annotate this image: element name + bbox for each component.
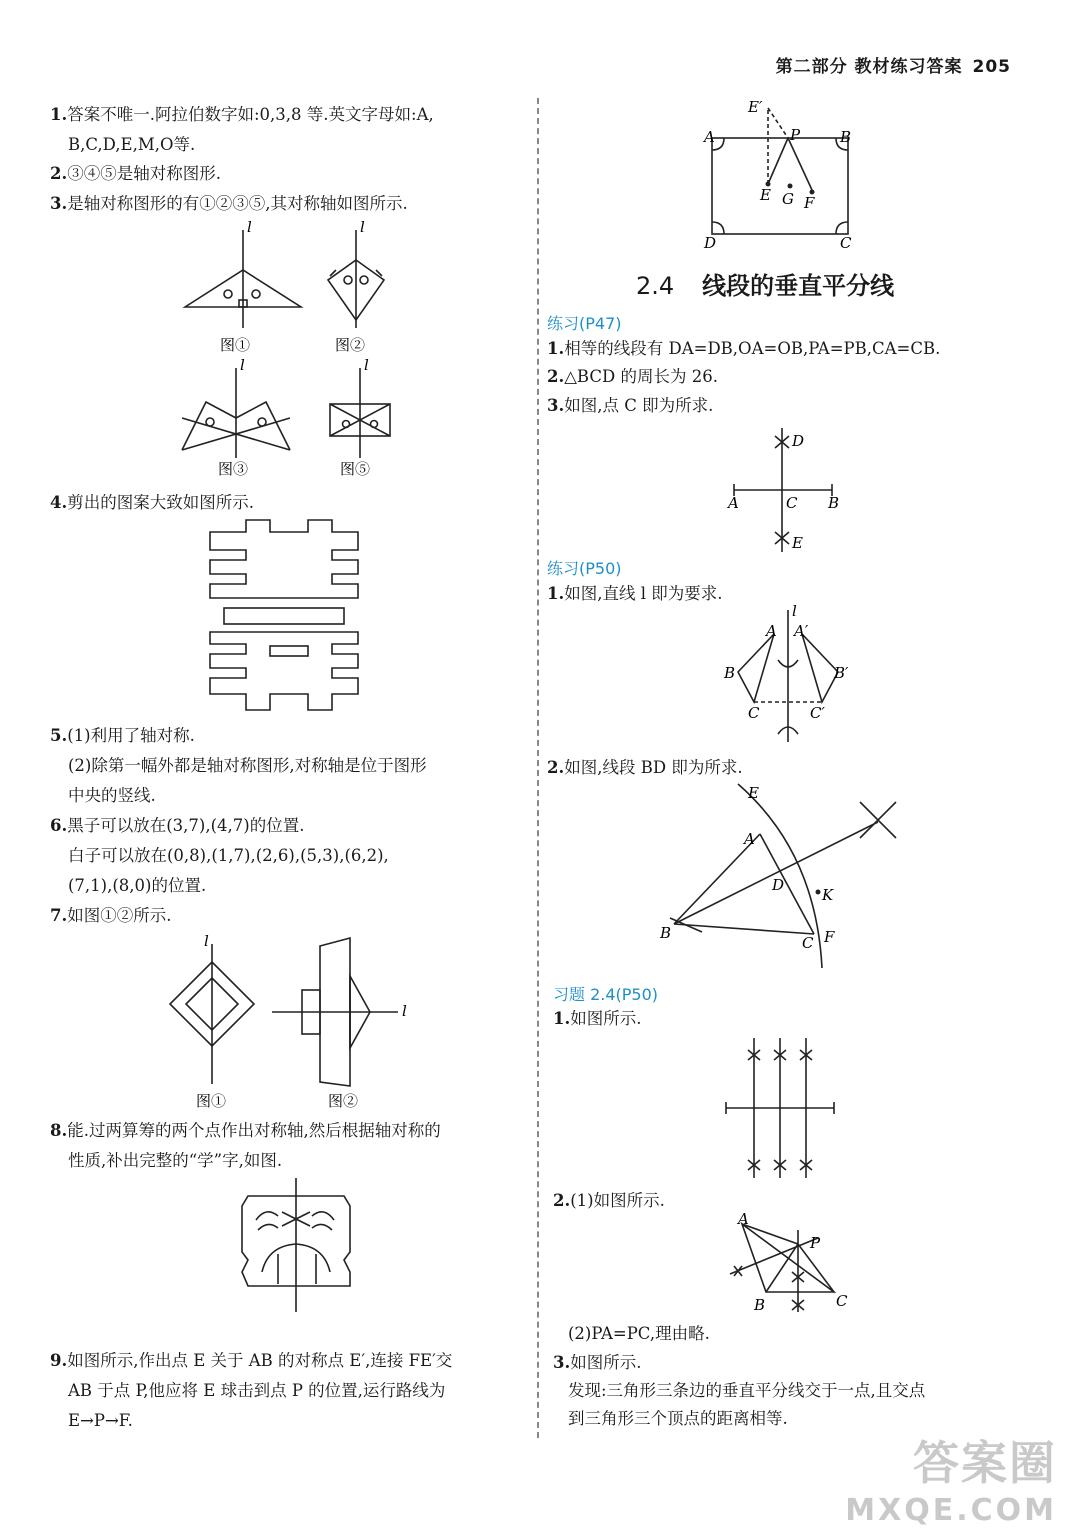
fig7-caption-1: 图①: [196, 1092, 227, 1110]
svg-text:B′: B′: [834, 664, 849, 682]
svg-text:E: E: [748, 784, 759, 802]
svg-text:A′: A′: [794, 622, 809, 640]
svg-text:C: C: [748, 704, 760, 722]
svg-text:l: l: [240, 356, 245, 374]
q7-figures: [160, 932, 420, 1114]
q3-figures-3-5: [170, 356, 410, 482]
p47-answer-1: 1.相等的线段有 DA=DB,OA=OB,PA=PB,CA=CB.: [547, 339, 941, 358]
svg-text:l: l: [204, 932, 209, 950]
hw-answer-3: 3.如图所示.: [553, 1353, 642, 1372]
answer-5-line1: 5.(1)利用了轴对称.: [50, 726, 195, 745]
p50-figure-1: [716, 602, 866, 746]
column-divider: [537, 98, 539, 1438]
homework-heading: 习题 2.4(P50): [553, 985, 659, 1004]
paper-cut-figure: [208, 518, 368, 716]
hw-figure-1: [722, 1034, 838, 1182]
svg-text:l: l: [792, 602, 797, 620]
svg-text:C: C: [786, 494, 798, 512]
svg-text:l: l: [364, 356, 369, 374]
hw-answer-1: 1.如图所示.: [553, 1009, 642, 1028]
svg-text:B: B: [660, 924, 672, 942]
answer-7: 7.如图①②所示.: [50, 906, 172, 925]
hw-answer-3-line3: 到三角形三个顶点的距离相等.: [568, 1409, 788, 1428]
fig-caption-3: 图③: [218, 460, 249, 478]
header-section: 第二部分 教材练习答案: [775, 57, 963, 77]
fig-caption-2: 图②: [335, 336, 366, 354]
svg-text:D: D: [772, 876, 785, 894]
page-header: [776, 52, 1011, 77]
svg-text:C: C: [840, 234, 852, 252]
p50-answer-2: 2.如图,线段 BD 即为所求.: [547, 758, 743, 777]
svg-text:F: F: [804, 194, 815, 212]
watermark: 答案圈 MXQE.COM: [845, 1436, 1057, 1528]
svg-text:E: E: [760, 186, 771, 204]
svg-text:l: l: [360, 218, 365, 236]
svg-text:P: P: [810, 1234, 821, 1252]
answer-9-line3: E→P→F.: [68, 1411, 133, 1430]
svg-text:G: G: [782, 190, 794, 208]
p50-answer-1: 1.如图,直线 l 即为要求.: [547, 584, 723, 603]
answer-6-line2: 白子可以放在(0,8),(1,7),(2,6),(5,3),(6,2),: [68, 846, 389, 865]
hw-answer-2-line1: 2.(1)如图所示.: [553, 1191, 665, 1210]
svg-text:D: D: [792, 432, 805, 450]
xue-character-figure: [238, 1176, 362, 1316]
svg-text:C: C: [802, 934, 814, 952]
svg-text:K: K: [822, 886, 834, 904]
answer-9-line1: 9.如图所示,作出点 E 关于 AB 的对称点 E′,连接 FE′交: [50, 1351, 453, 1370]
exercise-p47-heading: 练习(P47): [547, 314, 622, 333]
answer-8-line2: 性质,补出完整的“学”字,如图.: [68, 1151, 283, 1170]
p50-figure-2: [656, 782, 906, 972]
svg-text:E′: E′: [748, 98, 763, 116]
answer-5-line3: 中央的竖线.: [68, 786, 156, 805]
svg-text:l: l: [402, 1002, 407, 1020]
svg-text:B: B: [840, 128, 852, 146]
section-title: 2.4 线段的垂直平分线: [636, 272, 895, 300]
answer-5-line2: (2)除第一幅外都是轴对称图形,对称轴是位于图形: [68, 756, 427, 775]
p47-answer-3: 3.如图,点 C 即为所求.: [547, 396, 714, 415]
hw-figure-2: [726, 1210, 856, 1316]
svg-text:A: A: [744, 830, 755, 848]
p47-answer-2: 2.△BCD 的周长为 26.: [547, 367, 718, 386]
svg-text:l: l: [247, 218, 252, 236]
svg-text:C: C: [836, 1292, 848, 1310]
answer-3: 3.是轴对称图形的有①②③⑤,其对称轴如图所示.: [50, 194, 408, 213]
exercise-p50-heading: 练习(P50): [547, 559, 622, 578]
page-number: 205: [972, 57, 1011, 77]
hw-answer-2-line2: (2)PA=PC,理由略.: [568, 1324, 710, 1343]
billiard-figure: [700, 98, 860, 252]
svg-text:B: B: [724, 664, 736, 682]
fig7-caption-2: 图②: [328, 1092, 359, 1110]
answer-1-line2: B,C,D,E,M,O等.: [68, 135, 196, 154]
svg-text:B: B: [754, 1296, 766, 1314]
svg-text:P: P: [790, 126, 801, 144]
answer-9-line2: AB 于点 P,他应将 E 球击到点 P 的位置,运行路线为: [68, 1381, 446, 1400]
hw-answer-3-line2: 发现:三角形三条边的垂直平分线交于一点,且交点: [568, 1381, 926, 1400]
svg-text:A: A: [728, 494, 739, 512]
svg-text:D: D: [704, 234, 717, 252]
svg-text:A: A: [738, 1210, 749, 1228]
answer-2: 2.③④⑤是轴对称图形.: [50, 164, 221, 183]
answer-4: 4.剪出的图案大致如图所示.: [50, 493, 254, 512]
p47-figure: [726, 424, 846, 554]
svg-text:A: A: [704, 128, 715, 146]
svg-text:A: A: [766, 622, 777, 640]
answer-6-line3: (7,1),(8,0)的位置.: [68, 876, 207, 895]
fig-caption-5: 图⑤: [340, 460, 371, 478]
svg-text:B: B: [828, 494, 840, 512]
svg-text:E: E: [792, 534, 803, 552]
q3-figures-1-2: [170, 218, 410, 362]
svg-text:F: F: [824, 928, 835, 946]
fig-caption-1: 图①: [220, 336, 251, 354]
answer-1-line1: 1.答案不唯一.阿拉伯数字如:0,3,8 等.英文字母如:A,: [50, 105, 434, 124]
answer-8-line1: 8.能.过两算筹的两个点作出对称轴,然后根据轴对称的: [50, 1121, 441, 1140]
svg-text:C′: C′: [810, 704, 825, 722]
answer-6-line1: 6.黑子可以放在(3,7),(4,7)的位置.: [50, 816, 305, 835]
